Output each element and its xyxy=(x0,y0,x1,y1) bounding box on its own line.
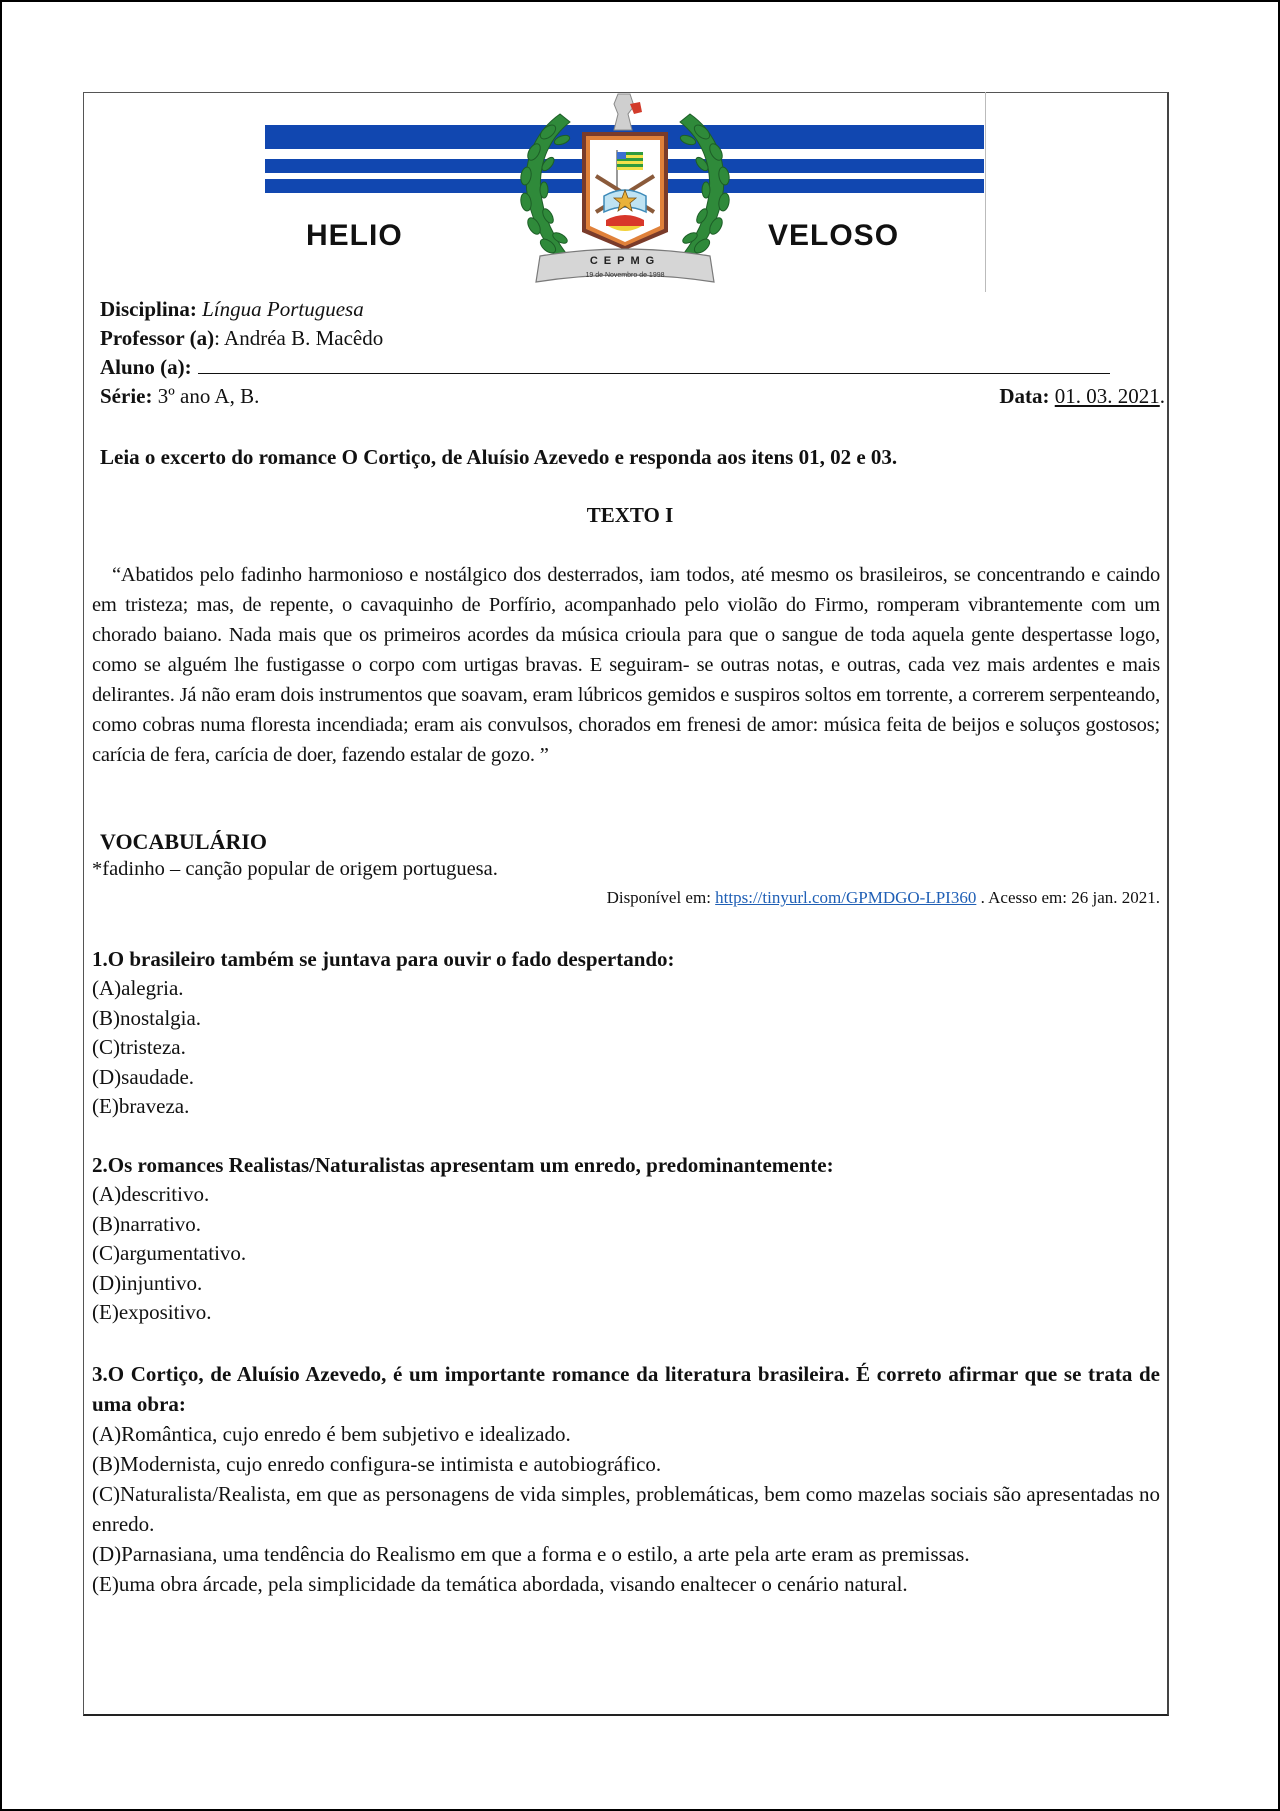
option-e[interactable]: (E)uma obra árcade, pela simplicidade da temática abordada, visando enaltecer o cenário natural. xyxy=(92,1572,908,1596)
excerpt-body: “Abatidos pelo fadinho harmonioso e nostálgico dos desterrados, iam todos, até mesmo os brasileiros, se concentrando e caindo em tristeza; mas, de repente, o cavaquinho de Porfírio, acompanhado pelo violão do Firmo, romperam vibrantemente com um chorado baiano. Nada mais que os primeiros acordes da música crioula para que o sangue de toda aquela gente despertasse logo, como se alguém lhe fustigasse o corpo com urtigas bravas. E seguiram- se outras notas, e outras, cada vez mais ardentes e mais delirantes. Já não eram dois instrumentos que soavam, eram lúbricos gemidos e suspiros soltos em torrente, a correrem serpenteando, como cobras numa floresta incendiada; eram ais convulsos, chorados em frenesi de amor: música feita de beijos e soluços gostosos; carícia de fera, carícia de doer, fazendo estalar de gozo. ” xyxy=(92,564,1160,766)
question-1 xyxy=(92,944,1160,1122)
source-suffix: . Acesso em: 26 jan. 2021. xyxy=(976,888,1160,907)
svg-text:CEPMG: CEPMG xyxy=(589,255,661,267)
option-c[interactable]: (C)argumentativo. xyxy=(92,1241,247,1265)
option-c[interactable]: (C)tristeza. xyxy=(92,1035,186,1059)
serie-label: Série: xyxy=(100,384,153,408)
school-banner xyxy=(260,92,986,292)
option-a[interactable]: (A)Romântica, cujo enredo é bem subjetivo e idealizado. xyxy=(92,1422,571,1446)
date-row xyxy=(999,384,1165,409)
option-b[interactable]: (B)nostalgia. xyxy=(92,1005,202,1030)
serie-value: 3º ano A, B. xyxy=(152,384,260,408)
aluno-label: Aluno (a): xyxy=(100,355,192,379)
school-name-right: VELOSO xyxy=(768,219,900,252)
question-stem: 2.Os romances Realistas/Naturalistas apresentam um enredo, predominantemente: xyxy=(92,1153,834,1177)
texto-title: TEXTO I xyxy=(586,503,674,527)
option-e[interactable]: (E)braveza. xyxy=(92,1094,190,1118)
option-d[interactable]: (D)Parnasiana, uma tendência do Realismo em que a forma e o estilo, a arte pela arte eram as premissas. xyxy=(92,1542,970,1566)
date-value: 01. 03. 2021 xyxy=(1054,384,1160,408)
disciplina-value: Língua Portuguesa xyxy=(202,297,364,321)
question-stem: 1.O brasileiro também se juntava para ouvir o fado despertando: xyxy=(92,947,675,971)
date-suffix: . xyxy=(1159,384,1165,408)
vocabulary-title: VOCABULÁRIO xyxy=(100,829,268,854)
option-d[interactable]: (D)saudade. xyxy=(92,1064,195,1089)
option-d[interactable]: (D)injuntivo. xyxy=(92,1270,203,1295)
question-2 xyxy=(92,1150,1160,1328)
svg-text:19 de Novembro de 1998: 19 de Novembro de 1998 xyxy=(585,272,665,279)
source-prefix: Disponível em: xyxy=(606,888,716,907)
option-a[interactable]: (A)descritivo. xyxy=(92,1182,210,1206)
option-e[interactable]: (E)expositivo. xyxy=(92,1300,212,1324)
option-c[interactable]: (C)Naturalista/Realista, em que as personagens de vida simples, problemáticas, bem como mazelas sociais são apresentadas no enredo. xyxy=(92,1482,1160,1536)
school-name-left: HELIO xyxy=(306,219,403,252)
source-citation xyxy=(607,888,1160,908)
serie-row xyxy=(100,384,259,409)
question-3 xyxy=(92,1359,1160,1599)
disciplina-row xyxy=(100,297,364,322)
instruction-text: Leia o excerto do romance O Cortiço, de Aluísio Azevedo e responda aos itens 01, 02 e 03. xyxy=(100,445,898,469)
option-b[interactable]: (B)narrativo. xyxy=(92,1211,202,1236)
question-stem: 3.O Cortiço, de Aluísio Azevedo, é um importante romance da literatura brasileira. É correto afirmar que se trata de uma obra: xyxy=(92,1362,1160,1416)
aluno-row xyxy=(100,355,1110,380)
professor-label: Professor (a) xyxy=(100,326,215,350)
source-link[interactable]: https://tinyurl.com/GPMDGO-LPI360 xyxy=(715,888,977,907)
option-a[interactable]: (A)alegria. xyxy=(92,976,184,1000)
date-label: Data: xyxy=(999,384,1050,408)
professor-value: : Andréa B. Macêdo xyxy=(214,326,384,350)
disciplina-label: Disciplina: xyxy=(100,297,197,321)
school-emblem-icon xyxy=(500,92,750,292)
aluno-name-field[interactable] xyxy=(198,356,1110,374)
professor-row xyxy=(100,326,383,351)
vocabulary-item: *fadinho – canção popular de origem portuguesa. xyxy=(92,858,498,880)
option-b[interactable]: (B)Modernista, cujo enredo configura-se intimista e autobiográfico. xyxy=(92,1452,662,1476)
